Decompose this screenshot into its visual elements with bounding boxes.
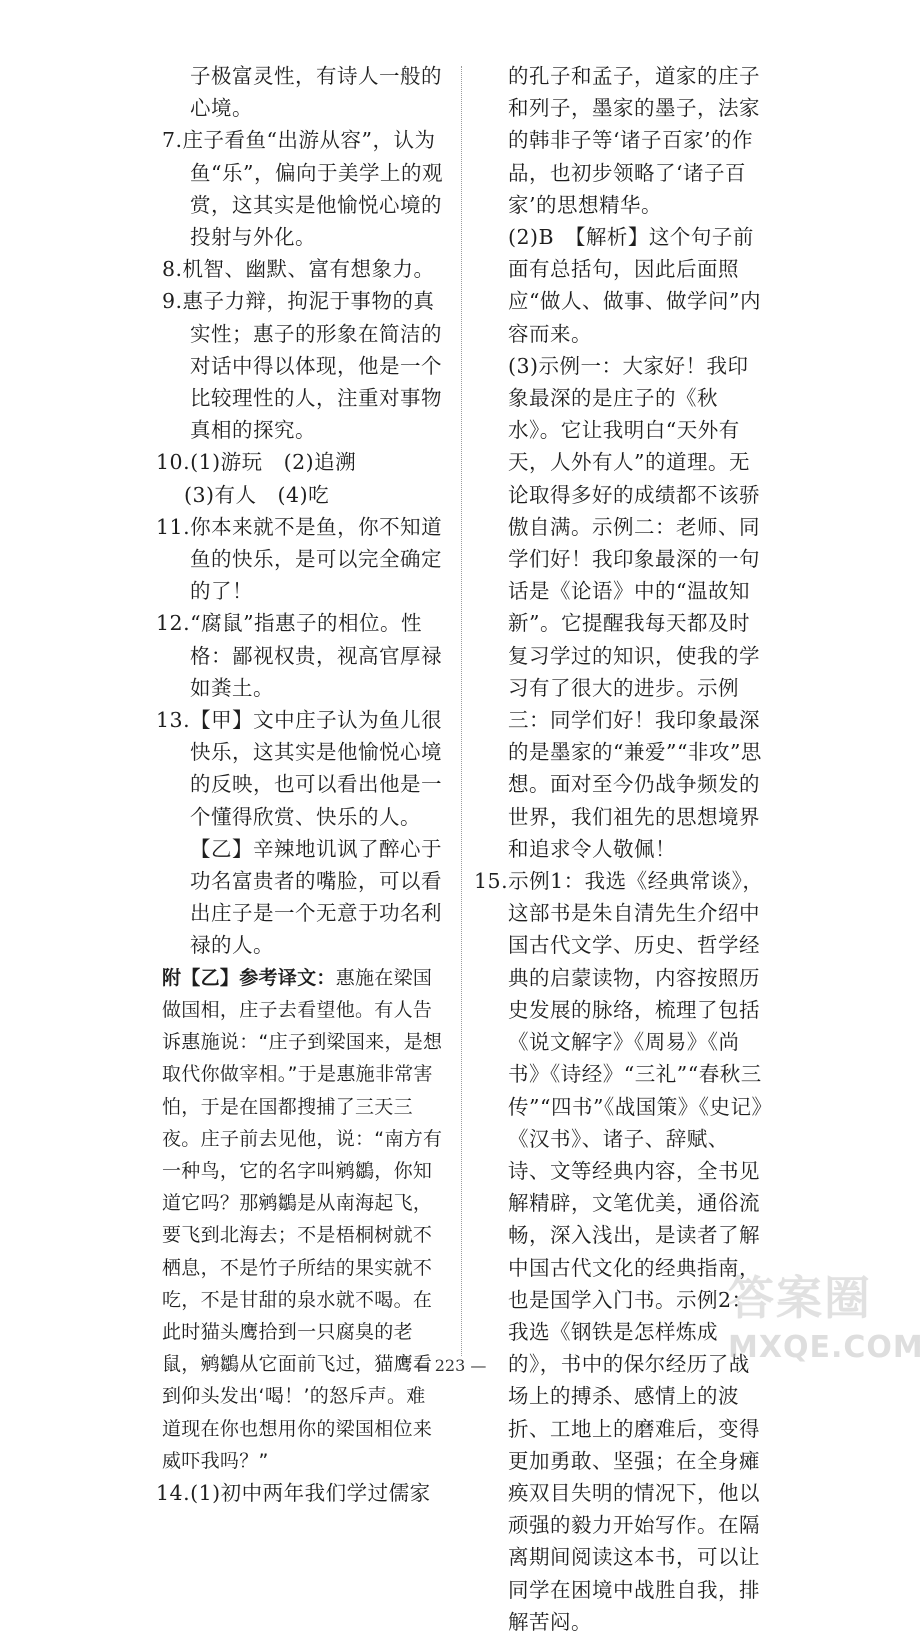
left-column — [156, 60, 444, 1509]
page-number: — 223 — — [413, 1356, 487, 1375]
watermark-text: 答案圈 — [728, 1271, 872, 1325]
answer-14-part1: 14.(1)初中两年我们学过儒家 — [156, 1480, 431, 1505]
answer-10-line2: (3)有人 (4)吃 — [184, 482, 330, 507]
answer-6-continued: 子极富灵性，有诗人一般的心境。 — [190, 64, 442, 121]
answer-11: 11.你本来就不是鱼，你不知道鱼的快乐，是可以完全确定的了！ — [156, 514, 443, 604]
watermark-logo — [728, 1268, 924, 1376]
answer-10-line1: 10.(1)游玩 (2)追溯 — [156, 450, 357, 475]
answer-9: 9.惠子力辩，拘泥于事物的真实性；惠子的形象在简洁的对话中得以体现，他是一个比较理性的人，注重对事物真相的探究。 — [162, 289, 442, 443]
watermark-url: MXQE.COM — [728, 1330, 924, 1365]
right-column — [474, 60, 765, 1638]
translation-text: 惠施在梁国做国相，庄子去看望他。有人告诉惠施说：“庄子到梁国来，是想取代你做宰相。”于是惠施非常害怕，于是在国都搜捕了三天三夜。庄子前去见他，说：“南方有一种鸟，它的名字叫鹓鶵，你知道它吗？那鹓鶵是从南海起飞，要飞到北海去；不是梧桐树就不栖息，不是竹子所结的果实就不吃，不是甘甜的泉水就不喝。在此时猫头鹰拾到一只腐臭的老鼠，鹓鶵从它面前飞过，猫鹰看到仰头发出‘喝！’的怒斥声。难道现在你也想用你的梁国相位来威吓我吗？” — [162, 966, 443, 1472]
translation-label: 附【乙】参考译文： — [162, 966, 336, 989]
answer-14-part1-continued: 的孔子和孟子，道家的庄子和列子，墨家的墨子，法家的韩非子等‘诸子百家’的作品，也初步领略了‘诸子百家’的思想精华。 — [508, 64, 760, 217]
answer-7: 7.庄子看鱼“出游从容”，认为鱼“乐”，偏向于美学上的观赏，这其实是他愉悦心境的投射与外化。 — [162, 128, 443, 250]
answer-13: 13.【甲】文中庄子认为鱼儿很快乐，这其实是他愉悦心境的反映，也可以看出他是一个懂得欣赏、快乐的人。【乙】辛辣地讥讽了醉心于功名富贵者的嘴脸，可以看出庄子是一个无意于功名利禄的人。 — [156, 708, 443, 958]
reference-translation — [162, 962, 444, 1477]
answer-8: 8.机智、幽默、富有想象力。 — [162, 257, 435, 282]
column-divider — [461, 66, 462, 1356]
answer-14-part3: (3)示例一：大家好！我印象最深的是庄子的《秋水》。它让我明白“天外有天，人外有人”的道理。无论取得多好的成绩都不该骄傲自满。示例二：老师、同学们好！我印象最深的一句话是《论语》中的“温故知新”。它提醒我每天都及时复习学过的知识，使我的学习有了很大的进步。示例三：同学们好！我印象最深的是墨家的“兼爱”“非攻”思想。面对至今仍战争频发的世界，我们祖先的思想境界和追求令人敬佩！ — [508, 353, 762, 861]
answer-14-part2: (2)B 【解析】这个句子前面有总括句，因此后面照应“做人、做事、做学问”内容而来。 — [508, 225, 761, 346]
answer-12: 12.“腐鼠”指惠子的相位。性格：鄙视权贵，视高官厚禄如粪土。 — [156, 611, 442, 700]
answer-15: 15.示例1：我选《经典常谈》，这部书是朱自清先生介绍中国古代文学、历史、哲学经典的启蒙读物，内容按照历史发展的脉络，梳理了包括《说文解字》《周易》《尚书》《诗经》“三礼”“春秋三传”“四书”《战国策》《史记》《汉书》、诸子、辞赋、诗、文等经典内容，全书见解精辟，文笔优美，通俗流畅，深入浅出，是读者了解中国古代文化的经典指南，也是国学入门书。示例2：我选《钢铁是怎样炼成的》，书中的保尔经历了战场上的搏杀、感情上的波折、工地上的磨难后，变得更加勇敢、坚强；在全身瘫痪双目失明的情况下，他以顽强的毅力开始写作。在隔离期间阅读这本书，可以让同学在困境中战胜自我，排解苦闷。 — [474, 869, 764, 1634]
